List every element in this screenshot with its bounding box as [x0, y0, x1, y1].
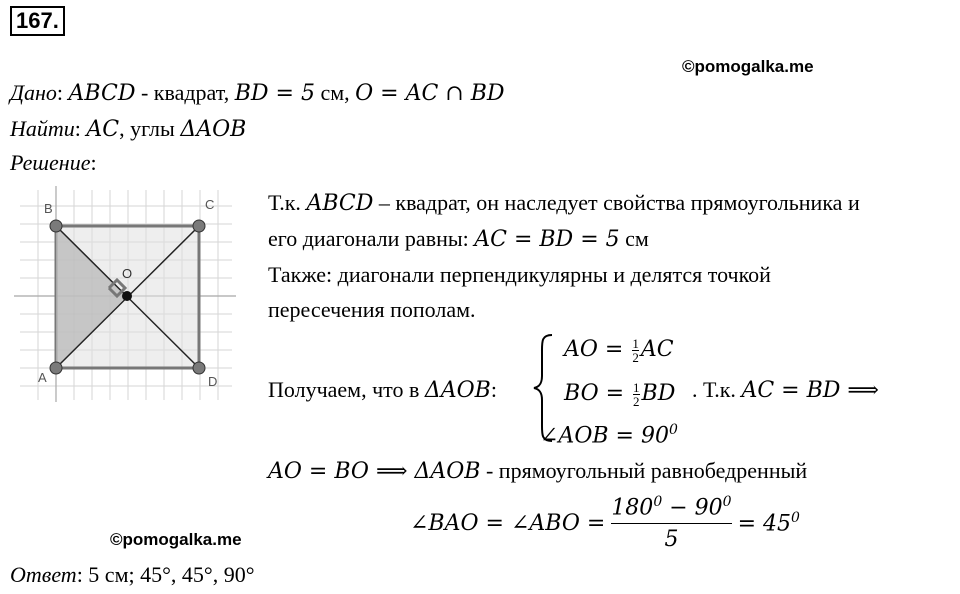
task-number: 167.	[10, 6, 65, 36]
given-math-bd: BD = 5	[234, 81, 315, 106]
system-after: . Т.к. AC = BD ⟹	[692, 377, 879, 403]
given-math-o: O = AC ∩ BD	[355, 81, 505, 106]
point-o	[122, 291, 132, 301]
square-figure	[14, 186, 236, 402]
label-a: A	[38, 370, 47, 385]
find-math-aob: ΔAOB	[180, 117, 247, 142]
given-line: Дано: ABCD - квадрат, BD = 5 см, O = AC ∩ BD	[10, 80, 505, 106]
answer-label: Ответ	[10, 562, 77, 587]
watermark-bottom: ©pomogalka.me	[110, 530, 242, 549]
find-line: Найти: AC, углы ΔAOB	[10, 116, 247, 142]
para2-line2: пересечения пополам.	[268, 297, 476, 322]
point-b	[50, 220, 62, 232]
label-b: B	[44, 201, 53, 216]
find-math-ac: AC	[86, 117, 120, 142]
system-lead: Получаем, что в ΔAOB:	[268, 377, 497, 403]
given-label: Дано	[10, 80, 57, 105]
para2-line1: Также: диагонали перпендикулярны и делятся точкой	[268, 262, 771, 287]
angle-formula: ∠BAO = ∠ABO = $180^0 - 90^0$ 5 = $45^0$	[410, 494, 800, 553]
label-d: D	[208, 374, 218, 389]
label-c: C	[205, 197, 215, 212]
para1-line1: Т.к. ABCD – квадрат, он наследует свойства прямоугольника и	[268, 190, 860, 216]
system-eq2: BO = $\frac{1}{2}$ BD	[564, 380, 676, 410]
label-o: O	[122, 266, 133, 281]
point-a	[50, 362, 62, 374]
fraction-half-1: $\frac{1}{2}$	[632, 336, 639, 366]
solution-label: Решение:	[10, 150, 97, 175]
point-c	[193, 220, 205, 232]
find-label: Найти	[10, 116, 75, 141]
system-eq1: AO = $\frac{1}{2}$ AC	[564, 336, 674, 366]
para1-line2: его диагонали равны: AC = BD = 5 см	[268, 226, 649, 252]
angle-fraction: $180^0 - 90^0$ 5	[611, 494, 732, 553]
point-d	[193, 362, 205, 374]
watermark-top: ©pomogalka.me	[682, 57, 814, 76]
system-eq3: ∠AOB = $90^0$	[540, 422, 678, 449]
given-math-abcd: ABCD	[68, 81, 136, 106]
result-line: AO = BO ⟹ ΔAOB - прямоугольный равнобедренный	[268, 458, 808, 484]
answer-line: Ответ: 5 см; 45°, 45°, 90°	[10, 562, 255, 587]
fraction-half-2: $\frac{1}{2}$	[633, 380, 640, 410]
